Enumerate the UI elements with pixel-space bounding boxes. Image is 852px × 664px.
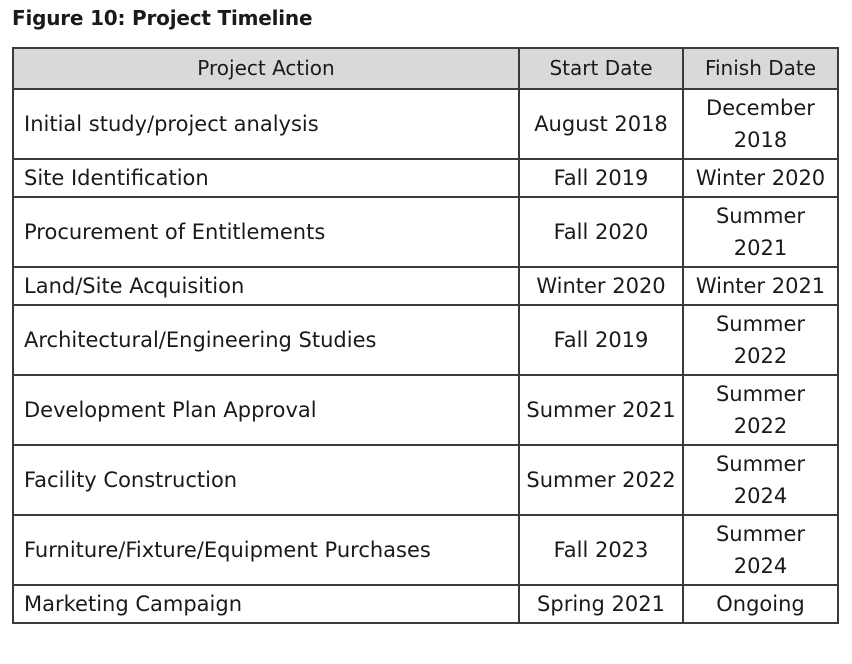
figure-title: Figure 10: Project Timeline: [12, 6, 313, 30]
cell-action: Architectural/Engineering Studies: [13, 305, 519, 375]
cell-start-date: Fall 2019: [519, 305, 683, 375]
header-start-date: Start Date: [519, 48, 683, 89]
table-row: [13, 267, 838, 305]
cell-finish-date: Winter 2020: [683, 159, 838, 197]
cell-action: Development Plan Approval: [13, 375, 519, 445]
table-header-row: [13, 48, 838, 89]
cell-start-date: Spring 2021: [519, 585, 683, 623]
cell-action: Site Identification: [13, 159, 519, 197]
cell-finish-date: Summer 2022: [683, 305, 838, 375]
cell-action: Marketing Campaign: [13, 585, 519, 623]
cell-start-date: Fall 2019: [519, 159, 683, 197]
table-row: [13, 305, 838, 375]
table-row: [13, 159, 838, 197]
header-finish-date: Finish Date: [683, 48, 838, 89]
project-timeline-table: [12, 47, 839, 624]
cell-finish-date: Summer 2021: [683, 197, 838, 267]
cell-finish-date: Ongoing: [683, 585, 838, 623]
cell-start-date: Summer 2021: [519, 375, 683, 445]
table-row: [13, 515, 838, 585]
cell-start-date: Fall 2023: [519, 515, 683, 585]
cell-finish-date: Winter 2021: [683, 267, 838, 305]
cell-action: Land/Site Acquisition: [13, 267, 519, 305]
cell-finish-date: Summer 2022: [683, 375, 838, 445]
cell-action: Procurement of Entitlements: [13, 197, 519, 267]
cell-finish-date: December 2018: [683, 89, 838, 159]
table-row: [13, 445, 838, 515]
cell-action: Facility Construction: [13, 445, 519, 515]
cell-start-date: Winter 2020: [519, 267, 683, 305]
cell-start-date: Fall 2020: [519, 197, 683, 267]
cell-start-date: Summer 2022: [519, 445, 683, 515]
header-project-action: Project Action: [13, 48, 519, 89]
cell-finish-date: Summer 2024: [683, 515, 838, 585]
cell-action: Initial study/project analysis: [13, 89, 519, 159]
table-row: [13, 585, 838, 623]
cell-start-date: August 2018: [519, 89, 683, 159]
cell-finish-date: Summer 2024: [683, 445, 838, 515]
table-row: [13, 197, 838, 267]
table-row: [13, 89, 838, 159]
cell-action: Furniture/Fixture/Equipment Purchases: [13, 515, 519, 585]
table-row: [13, 375, 838, 445]
